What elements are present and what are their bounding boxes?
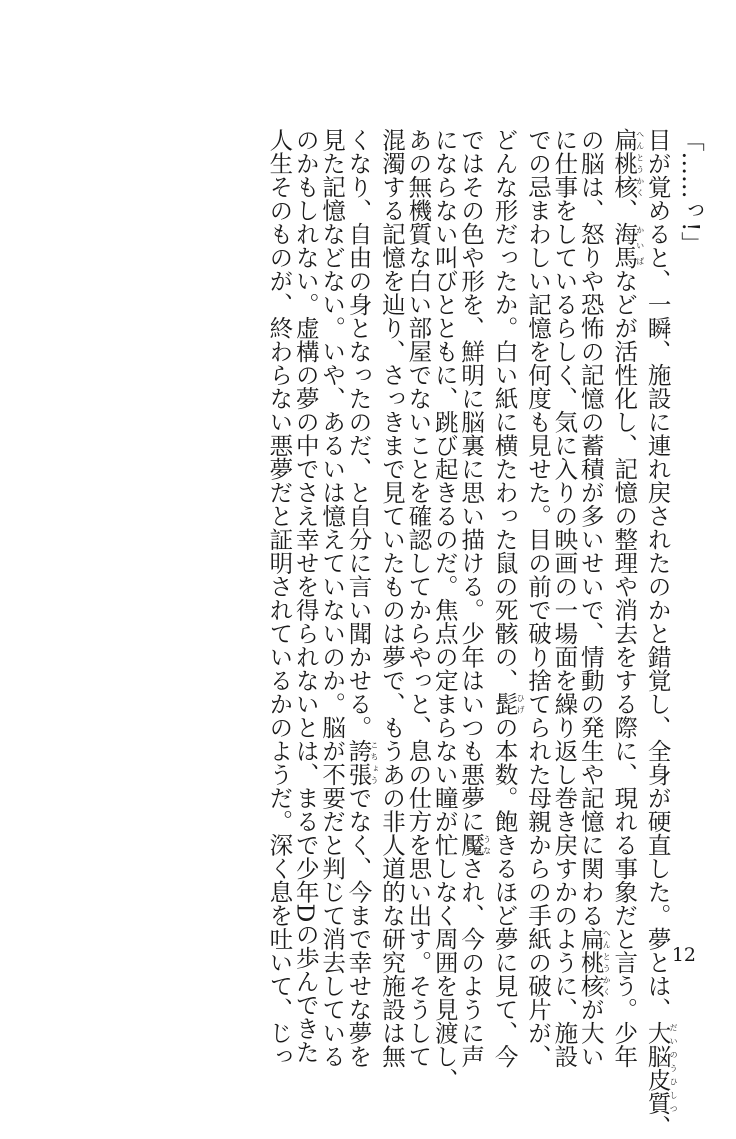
line-text: にならない叫びとともに、跳び起きるのだ。焦点の定まらない瞳が忙しなく周囲を見渡し、 bbox=[430, 128, 459, 1092]
line-text: のかもしれない。虚構の夢の中でさえ幸せを得られないとは、まるで少年Dの歩んできた bbox=[291, 128, 320, 1064]
text-line bbox=[265, 128, 294, 1068]
page-number: 12 bbox=[671, 944, 696, 966]
line-text: どんな形だったか。白い紙に横たわった鼠の死骸の、 bbox=[490, 128, 519, 692]
ruby-word bbox=[490, 692, 526, 716]
ruby-reading: うな bbox=[482, 833, 492, 857]
ruby-base: 扁桃核 bbox=[610, 128, 639, 199]
line-text: 混濁する記憶を辿り、さっきまで見ていたものは夢で、もうあの非人道的な研究施設は無 bbox=[377, 128, 406, 1068]
text-line bbox=[457, 128, 492, 1068]
text-line bbox=[610, 128, 645, 1068]
text-line bbox=[377, 128, 406, 1068]
text-line bbox=[344, 128, 380, 1068]
text-line bbox=[404, 128, 433, 1068]
line-text: 「……っ!」 bbox=[677, 128, 705, 255]
ruby-word bbox=[610, 222, 645, 269]
ruby-base: 髭 bbox=[490, 692, 519, 716]
line-text: 人生そのものが、終わらない悪夢だと証明されているかのようだ。深く息を吐いて、じっ bbox=[265, 128, 294, 1068]
ruby-reading: ひげ bbox=[516, 692, 526, 716]
ruby-word bbox=[457, 833, 492, 857]
text-line bbox=[678, 128, 704, 928]
line-text: に仕事をしているらしく、気に入りの映画の一場面を繰り返し巻き戻すかのように、施設 bbox=[550, 128, 579, 1068]
ruby-reading: かいば bbox=[635, 222, 645, 269]
ruby-base: 扁桃核 bbox=[576, 927, 605, 998]
text-line bbox=[318, 128, 347, 1068]
text-line bbox=[576, 128, 612, 1068]
line-text: でなく、今まで幸せな夢を bbox=[344, 786, 373, 1068]
ruby-reading: だいのうひしつ bbox=[669, 1021, 679, 1115]
line-text: され、今のように声 bbox=[457, 856, 486, 1068]
ruby-word bbox=[610, 128, 645, 199]
ruby-base: 魘 bbox=[457, 833, 486, 857]
line-text: の脳は、怒りや恐怖の記憶の蓄積が多いせいで、情動の発生や記憶に関わる bbox=[576, 128, 605, 927]
ruby-word bbox=[344, 739, 380, 786]
text-line bbox=[523, 128, 552, 1068]
line-text: 見た記憶などない。いや、あるいは憶えていないのか。脳が不要だと判じて消去している bbox=[318, 128, 347, 1068]
line-text: が大い bbox=[576, 997, 605, 1068]
text-line bbox=[550, 128, 579, 1068]
ruby-base: 海馬 bbox=[610, 222, 639, 269]
line-text: あの無機質な白い部屋でないことを確認してからやっと、息の仕方を思い出す。そうして bbox=[404, 128, 433, 1068]
line-text: 、 bbox=[610, 198, 639, 222]
line-text: ではその色や形を、鮮明に脳裏に思い描ける。少年はいつも悪夢に bbox=[457, 128, 486, 833]
ruby-word bbox=[643, 1021, 679, 1115]
ruby-reading: へんとうかく bbox=[635, 128, 645, 199]
line-text: での忌まわしい記憶を何度も見せた。目の前で破り捨てられた母親からの手紙の破片が、 bbox=[523, 128, 552, 1068]
ruby-reading: へんとうかく bbox=[602, 927, 612, 998]
line-text: の本数。飽きるほど夢に見て、今 bbox=[490, 715, 519, 1068]
line-text: などが活性化し、記憶の整理や消去をする際に、現れる事象だと言う。少年 bbox=[610, 269, 639, 1068]
line-text: くなり、自由の身となったのだ、と自分に言い聞かせる。 bbox=[344, 128, 373, 739]
ruby-reading: こちょう bbox=[370, 739, 380, 786]
line-text: 、 bbox=[643, 1115, 672, 1139]
line-text: 目が覚めると、一瞬、施設に連れ戻されたのかと錯覚し、全身が硬直した。夢とは、 bbox=[643, 128, 672, 1021]
text-line bbox=[643, 128, 679, 1139]
text-line bbox=[291, 128, 320, 1064]
ruby-base: 大脳皮質 bbox=[643, 1021, 672, 1115]
text-line bbox=[430, 128, 459, 1092]
text-line bbox=[490, 128, 526, 1068]
ruby-base: 誇張 bbox=[344, 739, 373, 786]
ruby-word bbox=[576, 927, 612, 998]
